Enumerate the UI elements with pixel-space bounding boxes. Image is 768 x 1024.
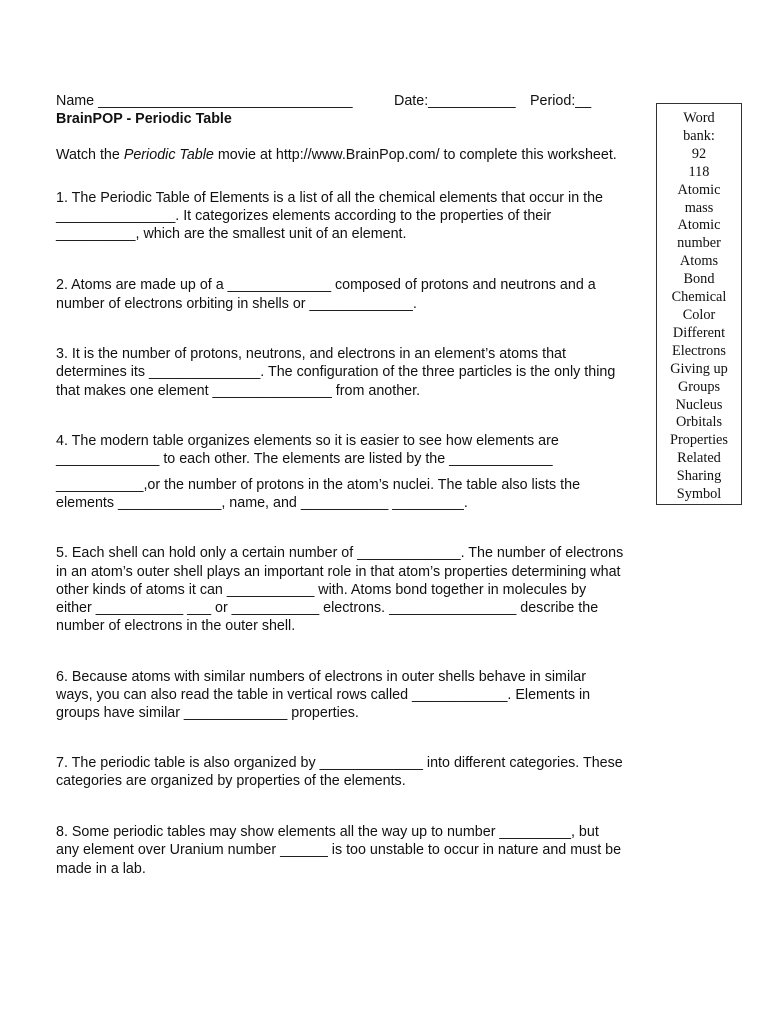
word-bank-item: 92	[691, 145, 707, 162]
question-3-line: 3. It is the number of protons, neutrons, and electrons in an element’s atoms that	[56, 346, 566, 362]
question-5-line: in an atom’s outer shell plays an important role in that atom’s properties determining what	[56, 564, 621, 580]
question-2-line: number of electrons orbiting in shells or _____________.	[56, 296, 417, 312]
word-bank-item: Color	[682, 306, 716, 323]
question-3-line: determines its ______________. The configuration of the three particles is the only thing	[56, 364, 616, 380]
question-6-line: ways, you can also read the table in vertical rows called ____________. Elements in	[56, 687, 591, 703]
question-4-line: ___________,or the number of protons in the atom’s nuclei. The table also lists the	[56, 477, 581, 493]
word-bank-item: Bond	[683, 271, 715, 288]
word-bank-heading: bank:	[683, 127, 715, 144]
question-1-line: _______________. It categorizes elements according to the properties of their	[56, 208, 552, 224]
name-field[interactable]: Name ________________________________	[56, 93, 353, 109]
question-5-line: 5. Each shell can hold only a certain number of _____________. The number of electrons	[56, 545, 624, 561]
word-bank-item: Sharing	[676, 468, 722, 485]
date-field[interactable]: Date:___________	[394, 93, 516, 109]
word-bank-item: number	[677, 235, 721, 252]
word-bank-item: Symbol	[676, 486, 722, 503]
word-bank-item: mass	[684, 199, 714, 216]
period-field[interactable]: Period:__	[530, 93, 592, 109]
question-8-line: made in a lab.	[56, 861, 146, 877]
word-bank-item: Orbitals	[675, 414, 723, 431]
worksheet-title: BrainPOP - Periodic Table	[56, 111, 232, 127]
word-bank-item: Electrons	[672, 342, 726, 359]
question-6-line: groups have similar _____________ properties.	[56, 705, 359, 721]
question-4-line: elements _____________, name, and ___________ _________.	[56, 495, 468, 511]
word-bank-item: Atomic	[677, 181, 721, 198]
question-5-line: other kinds of atoms it can ___________ with. Atoms bond together in molecules by	[56, 582, 587, 598]
word-bank-item: Nucleus	[675, 396, 723, 413]
question-1-line: 1. The Periodic Table of Elements is a list of all the chemical elements that occur in the	[56, 190, 604, 206]
question-5-line: number of electrons in the outer shell.	[56, 618, 296, 634]
word-bank-item: Atoms	[679, 253, 719, 270]
word-bank	[656, 103, 742, 505]
question-8-line: any element over Uranium number ______ is too unstable to occur in nature and must be	[56, 842, 622, 858]
word-bank-item: Related	[677, 450, 721, 467]
question-7-line: 7. The periodic table is also organized by _____________ into different categories. These	[56, 755, 623, 771]
question-3-line: that makes one element _______________ from another.	[56, 383, 421, 399]
question-5-line: either ___________ ___ or ___________ electrons. ________________ describe the	[56, 600, 599, 616]
word-bank-item: Different	[672, 324, 726, 341]
word-bank-item: Chemical	[671, 289, 727, 306]
intro-text	[56, 146, 617, 164]
question-4-line: _____________ to each other. The elements are listed by the _____________	[56, 451, 553, 467]
intro-movie-title: Periodic Table	[123, 147, 214, 163]
word-bank-item: Properties	[670, 432, 728, 449]
word-bank-item: Atomic	[677, 217, 721, 234]
word-bank-item: Groups	[677, 378, 721, 395]
question-1-line: __________, which are the smallest unit of an element.	[56, 226, 407, 242]
question-6-line: 6. Because atoms with similar numbers of electrons in outer shells behave in similar	[56, 669, 587, 685]
word-bank-item: 118	[688, 163, 710, 180]
intro-before: Watch the	[56, 147, 124, 163]
word-bank-item: Giving up	[670, 360, 728, 377]
intro-after: movie at http://www.BrainPop.com/ to complete this worksheet.	[213, 147, 617, 163]
word-bank-heading: Word	[683, 110, 715, 126]
question-2-line: 2. Atoms are made up of a _____________ composed of protons and neutrons and a	[56, 277, 596, 293]
question-8-line: 8. Some periodic tables may show elements all the way up to number _________, but	[56, 824, 599, 840]
question-7-line: categories are organized by properties of the elements.	[56, 773, 406, 789]
question-4-line: 4. The modern table organizes elements so it is easier to see how elements are	[56, 433, 559, 449]
